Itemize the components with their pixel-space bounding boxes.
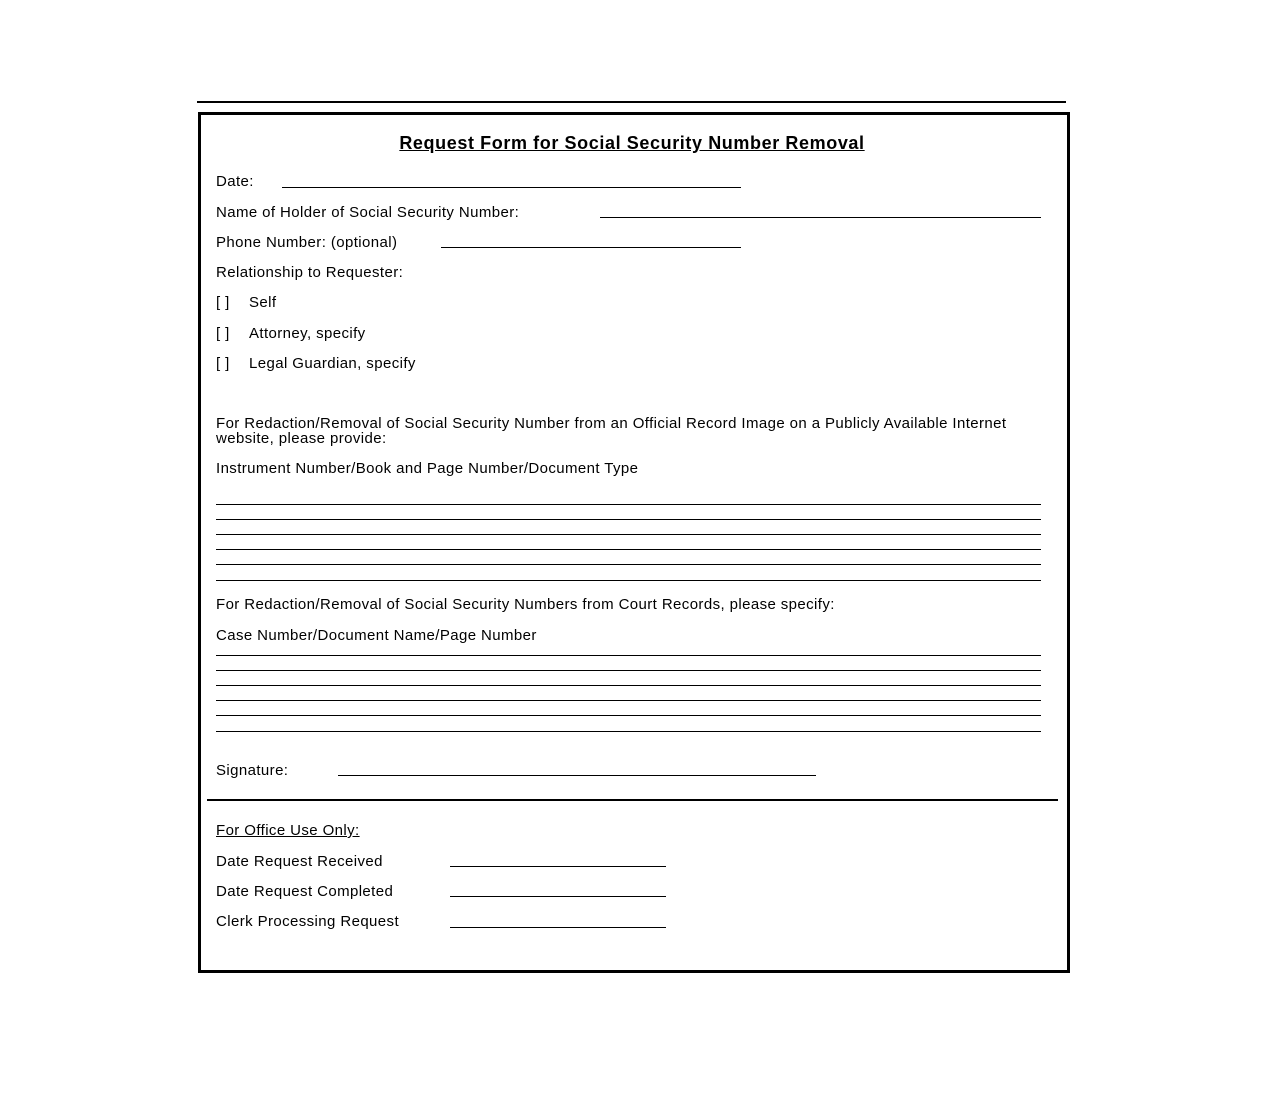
instrument-line[interactable] <box>216 564 1041 565</box>
redaction-online-instructions: For Redaction/Removal of Social Security Number from an Official Record Image on a Publicly Available Internet website, please provide: <box>216 415 1007 447</box>
holder-label: Name of Holder of Social Security Number: <box>216 204 520 221</box>
holder-name-field[interactable] <box>600 217 1041 218</box>
date-field[interactable] <box>282 187 741 188</box>
checkbox-self[interactable]: [ ] <box>216 294 230 311</box>
case-line[interactable] <box>216 655 1041 656</box>
option-self-label: Self <box>249 294 277 311</box>
instrument-label: Instrument Number/Book and Page Number/Document Type <box>216 460 639 477</box>
form-title: Request Form for Social Security Number Removal <box>399 133 865 153</box>
clerk-label: Clerk Processing Request <box>216 913 400 930</box>
signature-field[interactable] <box>338 775 816 776</box>
checkbox-attorney[interactable]: [ ] <box>216 325 230 342</box>
case-line[interactable] <box>216 715 1041 716</box>
relationship-label: Relationship to Requester: <box>216 264 404 281</box>
phone-label: Phone Number: (optional) <box>216 234 398 251</box>
case-line[interactable] <box>216 685 1041 686</box>
case-label: Case Number/Document Name/Page Number <box>216 627 537 644</box>
received-field[interactable] <box>450 866 666 867</box>
completed-label: Date Request Completed <box>216 883 394 900</box>
case-line[interactable] <box>216 731 1041 732</box>
case-line[interactable] <box>216 670 1041 671</box>
court-instructions: For Redaction/Removal of Social Security Numbers from Court Records, please specify: <box>216 596 835 613</box>
office-separator <box>207 799 1058 801</box>
completed-field[interactable] <box>450 896 666 897</box>
clerk-field[interactable] <box>450 927 666 928</box>
instrument-line[interactable] <box>216 580 1041 581</box>
instrument-line[interactable] <box>216 519 1041 520</box>
date-label: Date: <box>216 173 254 190</box>
instrument-line[interactable] <box>216 534 1041 535</box>
signature-label: Signature: <box>216 762 289 779</box>
office-use-heading: For Office Use Only: <box>216 822 360 839</box>
case-line[interactable] <box>216 700 1041 701</box>
instrument-line[interactable] <box>216 504 1041 505</box>
instrument-line[interactable] <box>216 549 1041 550</box>
option-attorney-label: Attorney, specify <box>249 325 366 342</box>
top-rule <box>197 101 1066 103</box>
received-label: Date Request Received <box>216 853 383 870</box>
phone-field[interactable] <box>441 247 741 248</box>
checkbox-guardian[interactable]: [ ] <box>216 355 230 372</box>
option-guardian-label: Legal Guardian, specify <box>249 355 416 372</box>
